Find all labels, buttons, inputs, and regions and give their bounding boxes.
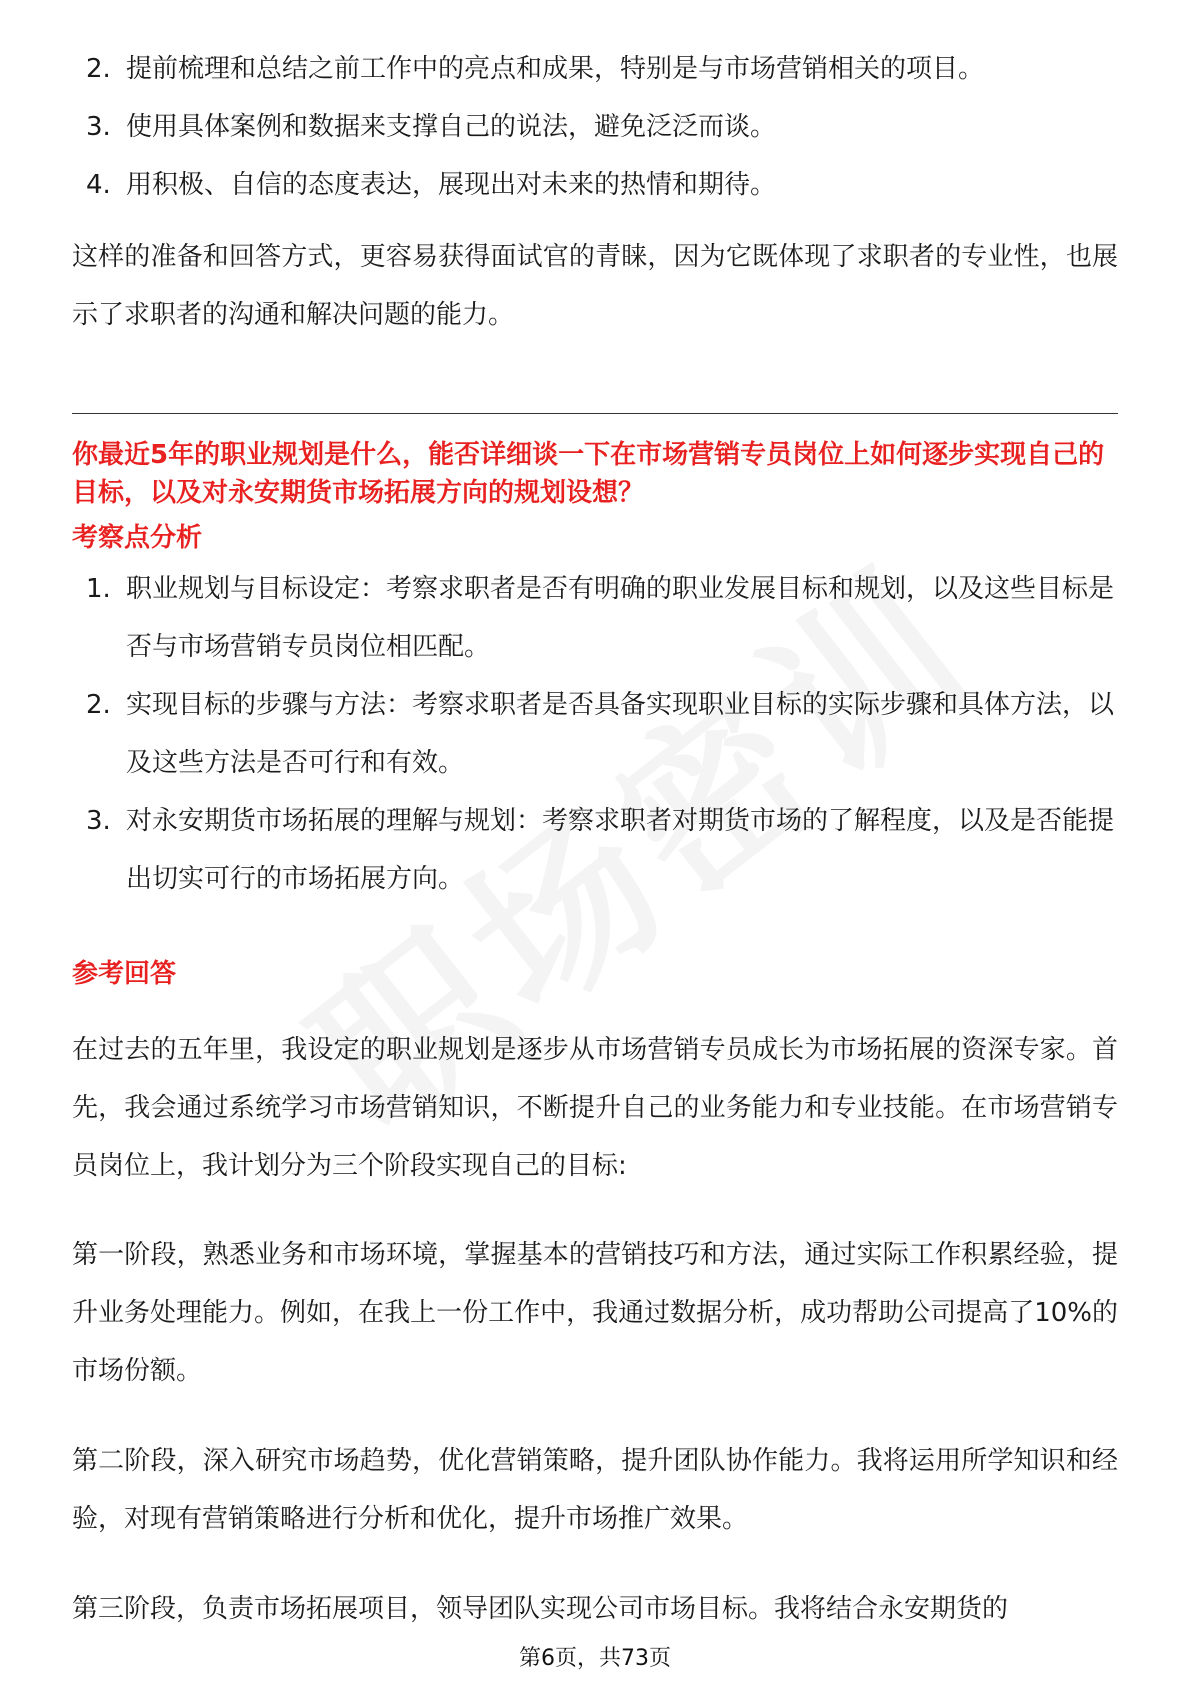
answer-heading: 参考回答 [72,959,177,989]
list-number: 3. [86,112,111,142]
answer-paragraph: 第二阶段，深入研究市场趋势，优化营销策略，提升团队协作能力。我将运用所学知识和经验，对现有营销策略进行分析和优化，提升市场推广效果。 [72,1446,1118,1534]
list-item [86,676,1126,792]
list-number: 1. [86,574,111,604]
list-text: 用积极、自信的态度表达，展现出对未来的热情和期待。 [126,170,777,200]
list-item [86,156,1126,214]
list-number: 4. [86,170,111,200]
list-text: 职业规划与目标设定：考察求职者是否有明确的职业发展目标和规划，以及这些目标是否与市场营销专员岗位相匹配。 [126,574,1115,662]
answer-paragraph: 第一阶段，熟悉业务和市场环境，掌握基本的营销技巧和方法，通过实际工作积累经验，提升业务处理能力。例如，在我上一份工作中，我通过数据分析，成功帮助公司提高了10%的市场份额。 [72,1240,1118,1386]
list-text: 实现目标的步骤与方法：考察求职者是否具备实现职业目标的实际步骤和具体方法，以及这些方法是否可行和有效。 [126,690,1115,778]
list-text: 对永安期货市场拓展的理解与规划：考察求职者对期货市场的了解程度，以及是否能提出切实可行的市场拓展方向。 [126,806,1115,894]
page-number: 第6页，共73页 [519,1646,671,1671]
question-title: 你最近5年的职业规划是什么，能否详细谈一下在市场营销专员岗位上如何逐步实现自己的目标，以及对永安期货市场拓展方向的规划设想？ [72,440,1105,508]
answer-paragraph: 第三阶段，负责市场拓展项目，领导团队实现公司市场目标。我将结合永安期货的 [72,1594,1009,1624]
list-item [86,40,1126,98]
analysis-list [86,560,1126,908]
list-text: 使用具体案例和数据来支撑自己的说法，避免泛泛而谈。 [126,112,777,142]
analysis-heading: 考察点分析 [72,523,203,553]
answer-paragraph: 在过去的五年里，我设定的职业规划是逐步从市场营销专员成长为市场拓展的资深专家。首先，我会通过系统学习市场营销知识，不断提升自己的业务能力和专业技能。在市场营销专员岗位上，我计划分为三个阶段实现自己的目标: [72,1035,1118,1181]
list-item [86,792,1126,908]
summary-paragraph: 这样的准备和回答方式，更容易获得面试官的青睐，因为它既体现了求职者的专业性，也展示了求职者的沟通和解决问题的能力。 [72,242,1118,330]
list-item [86,560,1126,676]
list-item [86,98,1126,156]
list-text: 提前梳理和总结之前工作中的亮点和成果，特别是与市场营销相关的项目。 [126,54,985,84]
list-number: 2. [86,690,111,720]
previous-tips-list [86,40,1126,214]
list-number: 3. [86,806,111,836]
list-number: 2. [86,54,111,84]
section-divider [72,413,1118,414]
